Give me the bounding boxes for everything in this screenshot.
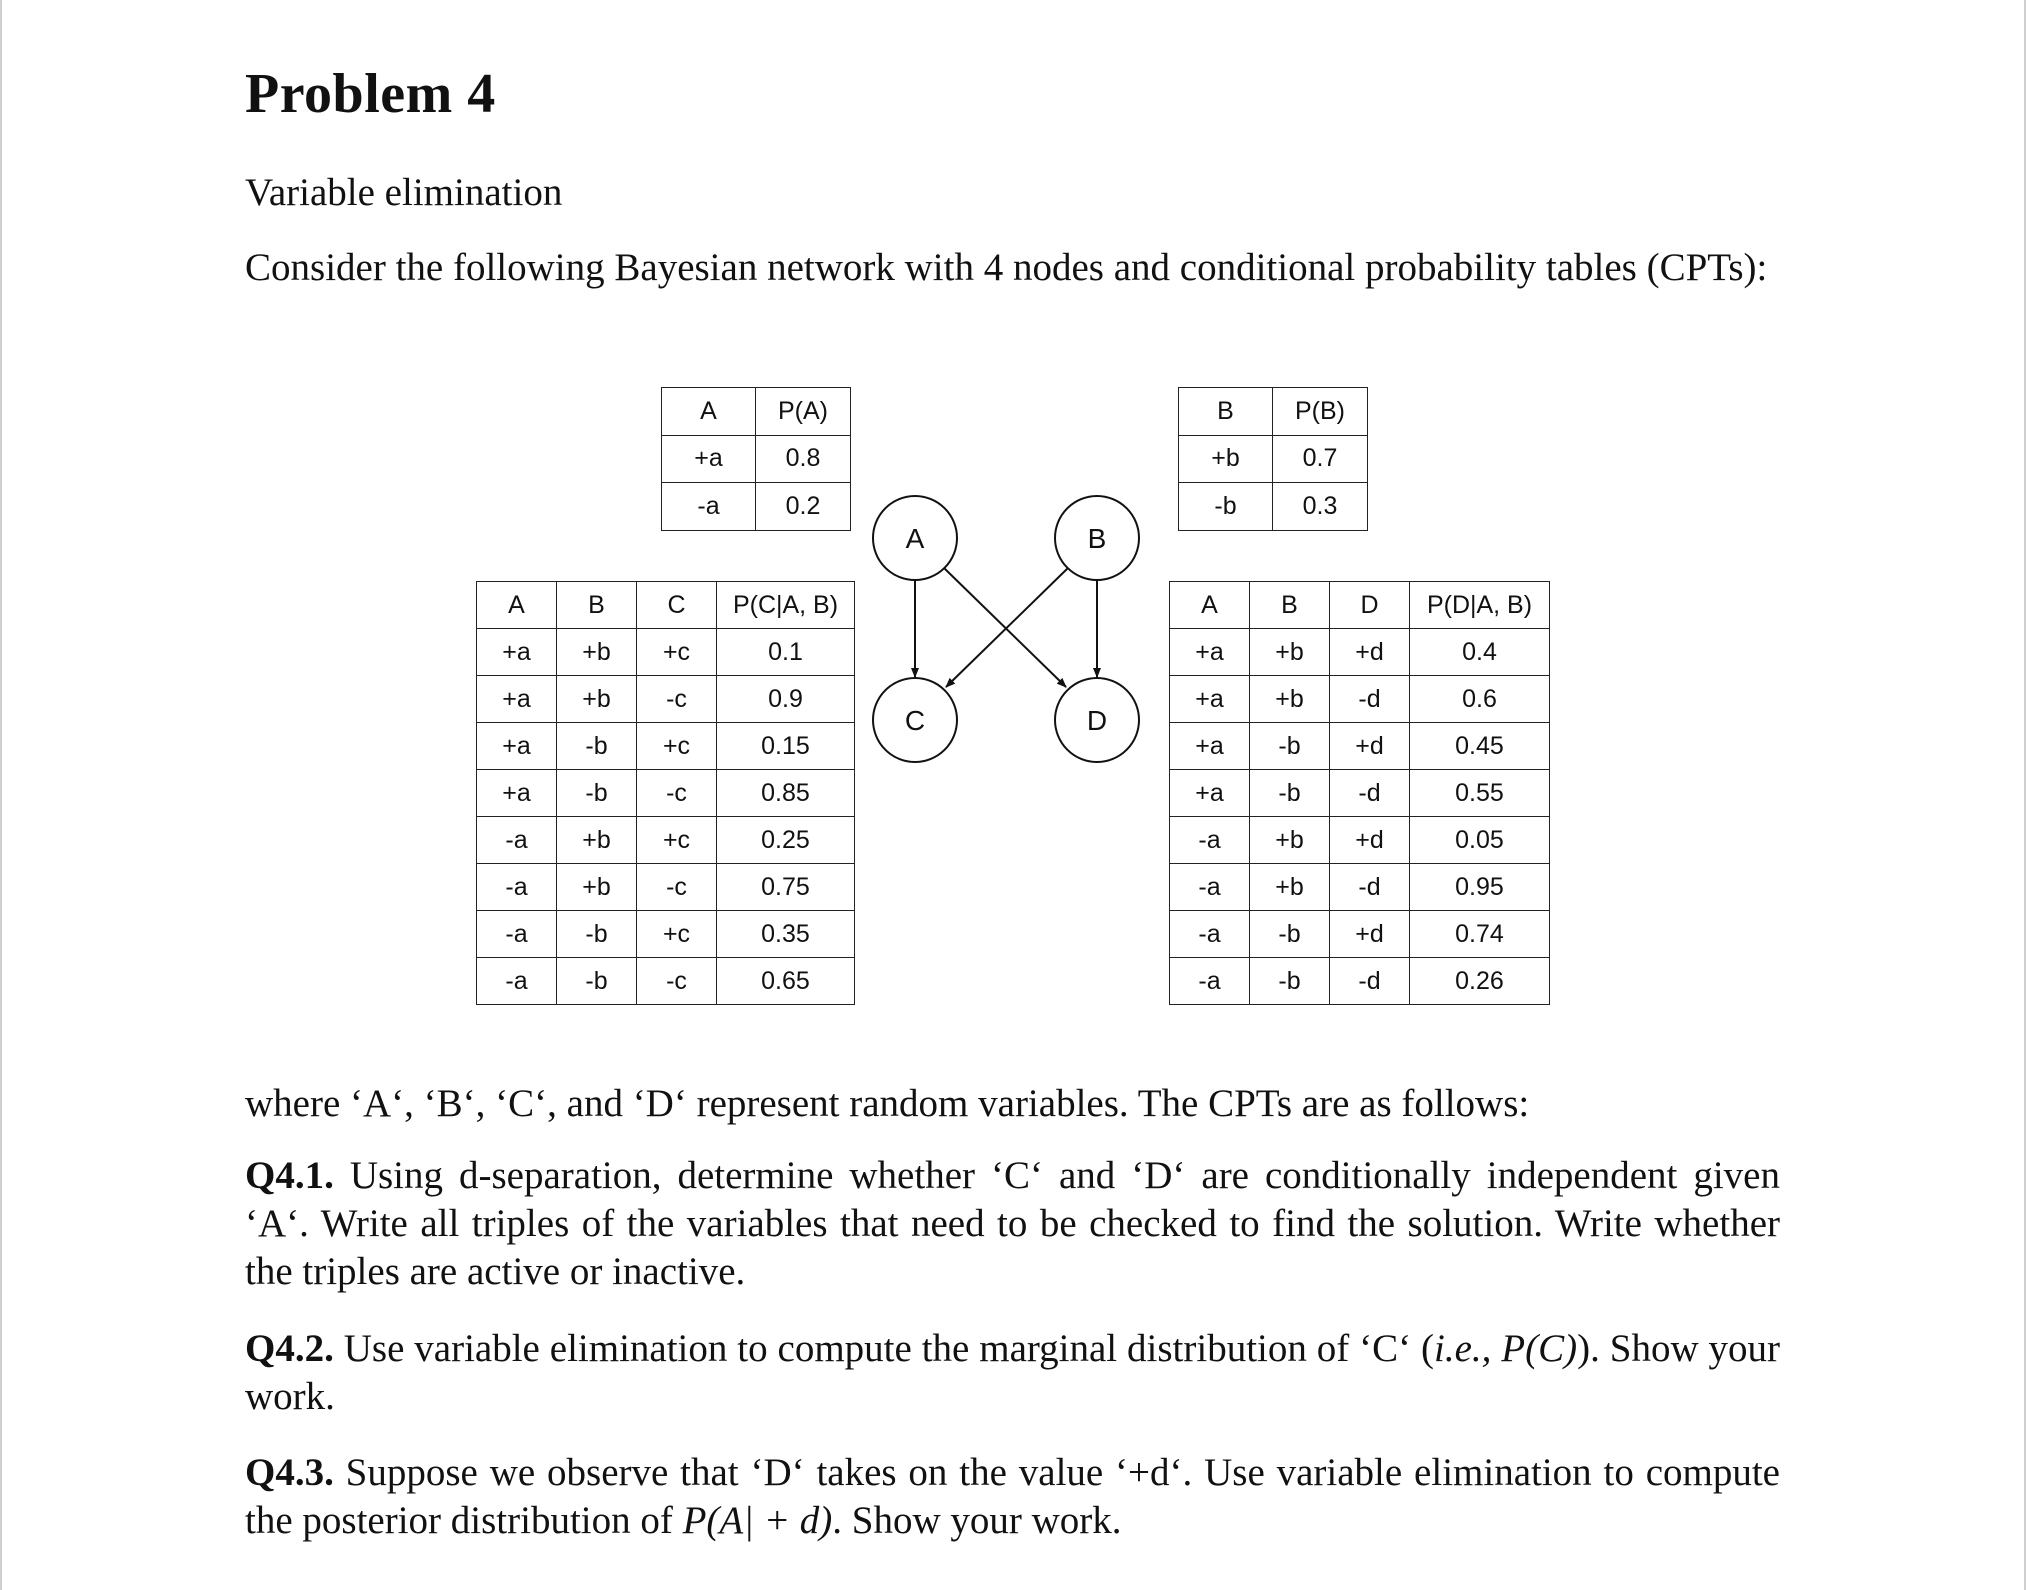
- table-row: [1179, 483, 1368, 531]
- table-cell: -a: [477, 864, 557, 911]
- table-header-row: [662, 388, 851, 436]
- table-row: [1170, 676, 1550, 723]
- question-label: Q4.1.: [245, 1154, 334, 1197]
- table-header-cell: P(A): [756, 388, 851, 436]
- question-4-2: [245, 1325, 1780, 1421]
- table-header-row: [1170, 582, 1550, 629]
- table-cell: 0.55: [1410, 770, 1550, 817]
- table-row: [477, 958, 855, 1005]
- table-cell: 0.74: [1410, 911, 1550, 958]
- table-cell: -a: [662, 483, 756, 531]
- problem-subtitle: Variable elimination: [245, 171, 563, 214]
- table-cell: +c: [637, 817, 717, 864]
- table-cell: +d: [1330, 817, 1410, 864]
- intro-paragraph: Consider the following Bayesian network with 4 nodes and conditional probability tables (CPTs):: [245, 246, 1768, 289]
- table-cell: +b: [1250, 817, 1330, 864]
- table-header-cell: A: [477, 582, 557, 629]
- table-cell: -a: [477, 958, 557, 1005]
- table-cell: +b: [557, 676, 637, 723]
- graph-node-d-label: D: [1086, 705, 1108, 736]
- table-cell: -c: [637, 676, 717, 723]
- table-cell: 0.6: [1410, 676, 1550, 723]
- question-text: Using d-separation, determine whether ‘C‘ and ‘D‘ are conditionally independent given ‘A‘. Write all triples of the variables that need to be checked to find the solution. Write whether the triples are active or inactive.: [245, 1154, 1780, 1293]
- table-row: [477, 864, 855, 911]
- table-cell: +a: [477, 676, 557, 723]
- table-cell: +a: [1170, 676, 1250, 723]
- table-cell: 0.9: [717, 676, 855, 723]
- table-row: [1170, 723, 1550, 770]
- table-header-cell: D: [1330, 582, 1410, 629]
- table-cell: -b: [557, 911, 637, 958]
- table-header-cell: B: [1179, 388, 1273, 436]
- table-cell: 0.7: [1273, 435, 1368, 483]
- table-cell: -b: [1250, 770, 1330, 817]
- table-cell: -a: [477, 911, 557, 958]
- graph-node-b-label: B: [1087, 523, 1107, 554]
- table-cell: 0.2: [756, 483, 851, 531]
- table-cell: -a: [1170, 958, 1250, 1005]
- table-cell: +c: [637, 629, 717, 676]
- graph-node-c-label: C: [904, 705, 926, 736]
- page-border-left: [0, 0, 2, 1590]
- table-row: [477, 723, 855, 770]
- table-cell: -b: [557, 958, 637, 1005]
- table-row: [477, 770, 855, 817]
- table-cell: +a: [1170, 723, 1250, 770]
- table-cell: -c: [637, 864, 717, 911]
- table-cell: 0.4: [1410, 629, 1550, 676]
- table-cell: -d: [1330, 864, 1410, 911]
- table-cell: 0.3: [1273, 483, 1368, 531]
- table-header-cell: P(C|A, B): [717, 582, 855, 629]
- table-cell: +a: [477, 723, 557, 770]
- table-cell: 0.25: [717, 817, 855, 864]
- table-cell: -b: [1179, 483, 1273, 531]
- bayesian-network-graph: [860, 490, 1160, 780]
- table-cell: +a: [1170, 770, 1250, 817]
- table-header-cell: P(D|A, B): [1410, 582, 1550, 629]
- table-cell: +b: [1250, 629, 1330, 676]
- table-cell: -b: [557, 770, 637, 817]
- table-cell: -b: [1250, 723, 1330, 770]
- table-cell: +c: [637, 723, 717, 770]
- table-cell: -a: [477, 817, 557, 864]
- table-cell: -b: [1250, 958, 1330, 1005]
- table-cell: +a: [477, 629, 557, 676]
- table-cell: +a: [477, 770, 557, 817]
- table-cell: 0.65: [717, 958, 855, 1005]
- table-cell: -d: [1330, 676, 1410, 723]
- table-row: [477, 817, 855, 864]
- table-cell: -d: [1330, 770, 1410, 817]
- cpt-table-pa: [661, 387, 851, 531]
- question-text-italic: i.e., P(C): [1434, 1327, 1578, 1370]
- problem-title: Problem 4: [245, 63, 496, 125]
- table-cell: +d: [1330, 911, 1410, 958]
- table-cell: 0.75: [717, 864, 855, 911]
- question-text-end: ). Show your work.: [245, 1327, 1780, 1418]
- table-header-cell: B: [1250, 582, 1330, 629]
- table-cell: +b: [1250, 676, 1330, 723]
- table-cell: 0.8: [756, 435, 851, 483]
- table-cell: 0.35: [717, 911, 855, 958]
- table-cell: -b: [1250, 911, 1330, 958]
- graph-node-a: [873, 496, 957, 580]
- cpt-table-pc: [476, 581, 855, 1005]
- table-cell: -a: [1170, 817, 1250, 864]
- table-cell: -c: [637, 770, 717, 817]
- table-header-cell: P(B): [1273, 388, 1368, 436]
- question-4-1: [245, 1152, 1780, 1296]
- table-row: [477, 676, 855, 723]
- table-header-cell: B: [557, 582, 637, 629]
- question-text-italic: P(A| + d): [682, 1499, 833, 1542]
- table-cell: +b: [1250, 864, 1330, 911]
- graph-node-d: [1055, 678, 1139, 762]
- table-cell: -a: [1170, 911, 1250, 958]
- question-label: Q4.3.: [245, 1451, 334, 1494]
- table-header-cell: A: [662, 388, 756, 436]
- question-text: Suppose we observe that ‘D‘ takes on the value ‘+d‘. Use variable elimination to compute the posterior distribution of: [245, 1451, 1780, 1542]
- table-row: [1170, 817, 1550, 864]
- graph-node-a-label: A: [905, 523, 925, 554]
- table-cell: +d: [1330, 723, 1410, 770]
- table-row: [662, 435, 851, 483]
- question-text: Use variable elimination to compute the marginal distribution of ‘C‘ (: [333, 1327, 1435, 1370]
- table-cell: 0.15: [717, 723, 855, 770]
- graph-node-c: [873, 678, 957, 762]
- table-cell: -c: [637, 958, 717, 1005]
- table-cell: -d: [1330, 958, 1410, 1005]
- table-row: [662, 483, 851, 531]
- edge-b-to-c: [946, 568, 1068, 687]
- table-cell: +b: [557, 629, 637, 676]
- table-row: [1170, 770, 1550, 817]
- table-cell: 0.05: [1410, 817, 1550, 864]
- graph-node-b: [1055, 496, 1139, 580]
- paragraph-where: where ‘A‘, ‘B‘, ‘C‘, and ‘D‘ represent random variables. The CPTs are as follows:: [245, 1082, 1530, 1125]
- question-4-3: [245, 1449, 1780, 1545]
- table-cell: -b: [557, 723, 637, 770]
- table-cell: 0.26: [1410, 958, 1550, 1005]
- table-row: [1170, 629, 1550, 676]
- table-cell: +a: [1170, 629, 1250, 676]
- table-header-row: [1179, 388, 1368, 436]
- table-row: [477, 629, 855, 676]
- question-label: Q4.2.: [245, 1327, 334, 1370]
- table-row: [477, 911, 855, 958]
- table-cell: -a: [1170, 864, 1250, 911]
- table-cell: +b: [557, 817, 637, 864]
- table-cell: 0.45: [1410, 723, 1550, 770]
- table-cell: 0.1: [717, 629, 855, 676]
- table-header-cell: A: [1170, 582, 1250, 629]
- question-text-end: . Show your work.: [832, 1499, 1122, 1542]
- cpt-table-pb: [1178, 387, 1368, 531]
- table-header-row: [477, 582, 855, 629]
- table-cell: +b: [1179, 435, 1273, 483]
- edge-a-to-d: [944, 568, 1066, 687]
- table-row: [1179, 435, 1368, 483]
- table-cell: 0.85: [717, 770, 855, 817]
- table-cell: +d: [1330, 629, 1410, 676]
- table-row: [1170, 911, 1550, 958]
- table-cell: +c: [637, 911, 717, 958]
- table-cell: +a: [662, 435, 756, 483]
- cpt-table-pd: [1169, 581, 1550, 1005]
- table-row: [1170, 864, 1550, 911]
- table-row: [1170, 958, 1550, 1005]
- table-header-cell: C: [637, 582, 717, 629]
- table-cell: 0.95: [1410, 864, 1550, 911]
- table-cell: +b: [557, 864, 637, 911]
